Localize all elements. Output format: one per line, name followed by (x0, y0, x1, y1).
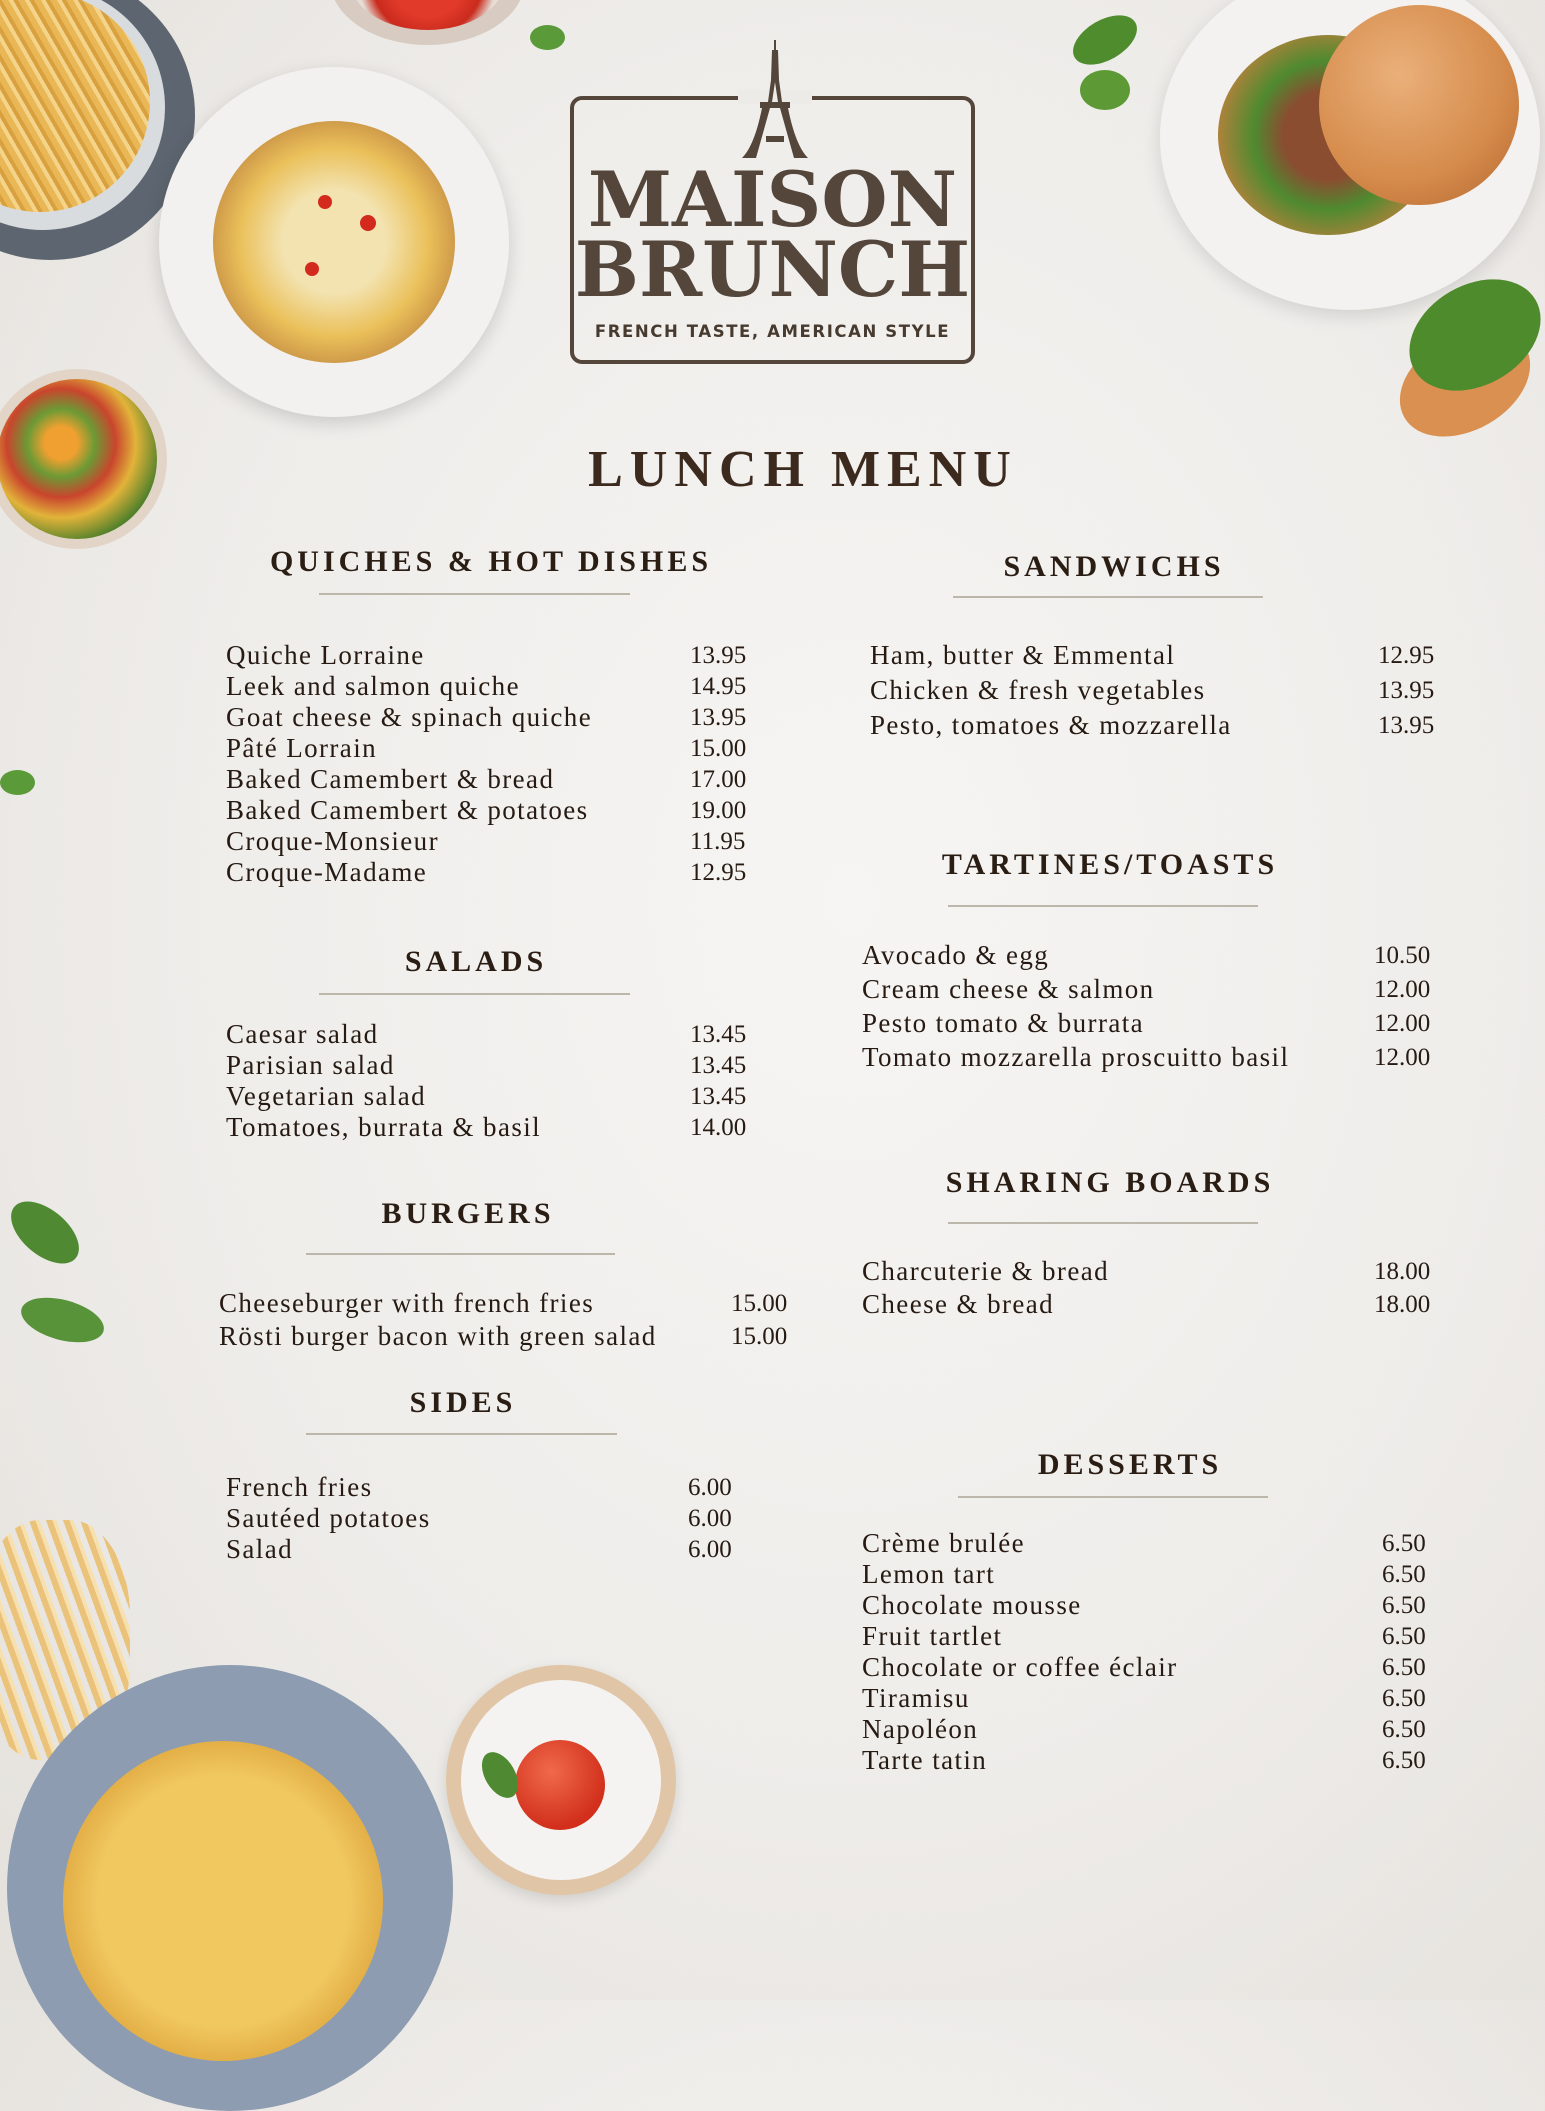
item-name: Cheese & bread (862, 1289, 1055, 1319)
item-price: 17.00 (690, 766, 747, 793)
logo-line-1: MAISON (587, 155, 958, 244)
item-name: Sautéed potatoes (226, 1503, 431, 1533)
item-price: 14.95 (690, 673, 747, 700)
menu-title: LUNCH MENU (588, 441, 1018, 498)
item-name: Croque-Madame (226, 857, 428, 887)
section-divider (958, 1496, 1268, 1498)
item-price: 13.45 (690, 1083, 747, 1110)
section-divider (948, 905, 1258, 907)
section-title: QUICHES & HOT DISHES (269, 545, 713, 578)
item-price: 6.50 (1382, 1561, 1426, 1588)
item-name: Goat cheese & spinach quiche (226, 702, 593, 732)
item-name: Croque-Monsieur (226, 826, 439, 856)
item-name: Rösti burger bacon with green salad (219, 1321, 657, 1351)
item-name: Vegetarian salad (226, 1081, 427, 1111)
section-divider (306, 1433, 617, 1435)
section-title: SANDWICHS (1003, 550, 1225, 583)
item-price: 6.00 (688, 1474, 732, 1501)
item-name: Cheeseburger with french fries (219, 1288, 595, 1318)
item-price: 6.50 (1382, 1530, 1426, 1557)
item-name: Pesto tomato & burrata (862, 1008, 1145, 1038)
section-divider (319, 993, 630, 995)
item-price: 13.45 (690, 1052, 747, 1079)
item-price: 18.00 (1374, 1258, 1431, 1285)
item-price: 19.00 (690, 797, 747, 824)
item-price: 6.50 (1382, 1654, 1426, 1681)
item-price: 12.95 (690, 859, 747, 886)
item-name: Lemon tart (862, 1559, 996, 1589)
section-divider (306, 1253, 615, 1255)
item-name: Tomato mozzarella proscuitto basil (862, 1042, 1290, 1072)
item-name: French fries (226, 1472, 373, 1502)
item-name: Ham, butter & Emmental (870, 640, 1176, 670)
item-name: Quiche Lorraine (226, 640, 425, 670)
item-price: 13.95 (690, 704, 747, 731)
item-name: Chicken & fresh vegetables (870, 675, 1206, 705)
item-name: Tiramisu (862, 1683, 970, 1713)
item-name: Leek and salmon quiche (226, 671, 520, 701)
item-price: 6.50 (1382, 1623, 1426, 1650)
item-name: Baked Camembert & potatoes (226, 795, 589, 825)
item-price: 10.50 (1374, 942, 1431, 969)
item-name: Tomatoes, burrata & basil (226, 1112, 542, 1142)
section-divider (319, 593, 630, 595)
item-price: 18.00 (1374, 1291, 1431, 1318)
logo-line-2: BRUNCH (574, 225, 971, 314)
item-price: 12.00 (1374, 976, 1431, 1003)
item-name: Crème brulée (862, 1528, 1025, 1558)
item-name: Avocado & egg (862, 940, 1050, 970)
item-name: Cream cheese & salmon (862, 974, 1155, 1004)
section-title: BURGERS (381, 1197, 555, 1230)
item-name: Chocolate or coffee éclair (862, 1652, 1178, 1682)
item-price: 6.50 (1382, 1685, 1426, 1712)
item-price: 6.50 (1382, 1747, 1426, 1774)
item-name: Baked Camembert & bread (226, 764, 555, 794)
item-name: Pesto, tomatoes & mozzarella (870, 710, 1232, 740)
item-price: 13.95 (1378, 712, 1435, 739)
section-divider (948, 1222, 1258, 1224)
item-name: Tarte tatin (862, 1745, 988, 1775)
item-name: Chocolate mousse (862, 1590, 1082, 1620)
section-title: SALADS (404, 945, 548, 978)
item-price: 6.00 (688, 1505, 732, 1532)
item-price: 13.95 (1378, 677, 1435, 704)
item-price: 12.00 (1374, 1044, 1431, 1071)
item-name: Fruit tartlet (862, 1621, 1003, 1651)
item-price: 6.00 (688, 1536, 732, 1563)
section-title: DESSERTS (1037, 1448, 1223, 1481)
eiffel-tower-icon (740, 40, 810, 158)
section-title: SHARING BOARDS (945, 1166, 1275, 1199)
item-name: Pâté Lorrain (226, 733, 377, 763)
section-title: TARTINES/TOASTS (941, 848, 1279, 881)
item-name: Napoléon (862, 1714, 979, 1744)
item-price: 15.00 (690, 735, 747, 762)
item-price: 13.45 (690, 1021, 747, 1048)
item-price: 13.95 (690, 642, 747, 669)
item-price: 6.50 (1382, 1716, 1426, 1743)
item-price: 6.50 (1382, 1592, 1426, 1619)
item-price: 12.00 (1374, 1010, 1431, 1037)
item-name: Salad (226, 1534, 293, 1564)
item-price: 15.00 (731, 1323, 788, 1350)
section-divider (953, 596, 1263, 598)
item-name: Caesar salad (226, 1019, 379, 1049)
item-name: Charcuterie & bread (862, 1256, 1109, 1286)
item-price: 14.00 (690, 1114, 747, 1141)
item-price: 12.95 (1378, 642, 1435, 669)
item-name: Parisian salad (226, 1050, 395, 1080)
item-price: 11.95 (690, 828, 746, 855)
section-title: SIDES (409, 1386, 517, 1419)
item-price: 15.00 (731, 1290, 788, 1317)
logo-tagline: FRENCH TASTE, AMERICAN STYLE (594, 322, 951, 341)
